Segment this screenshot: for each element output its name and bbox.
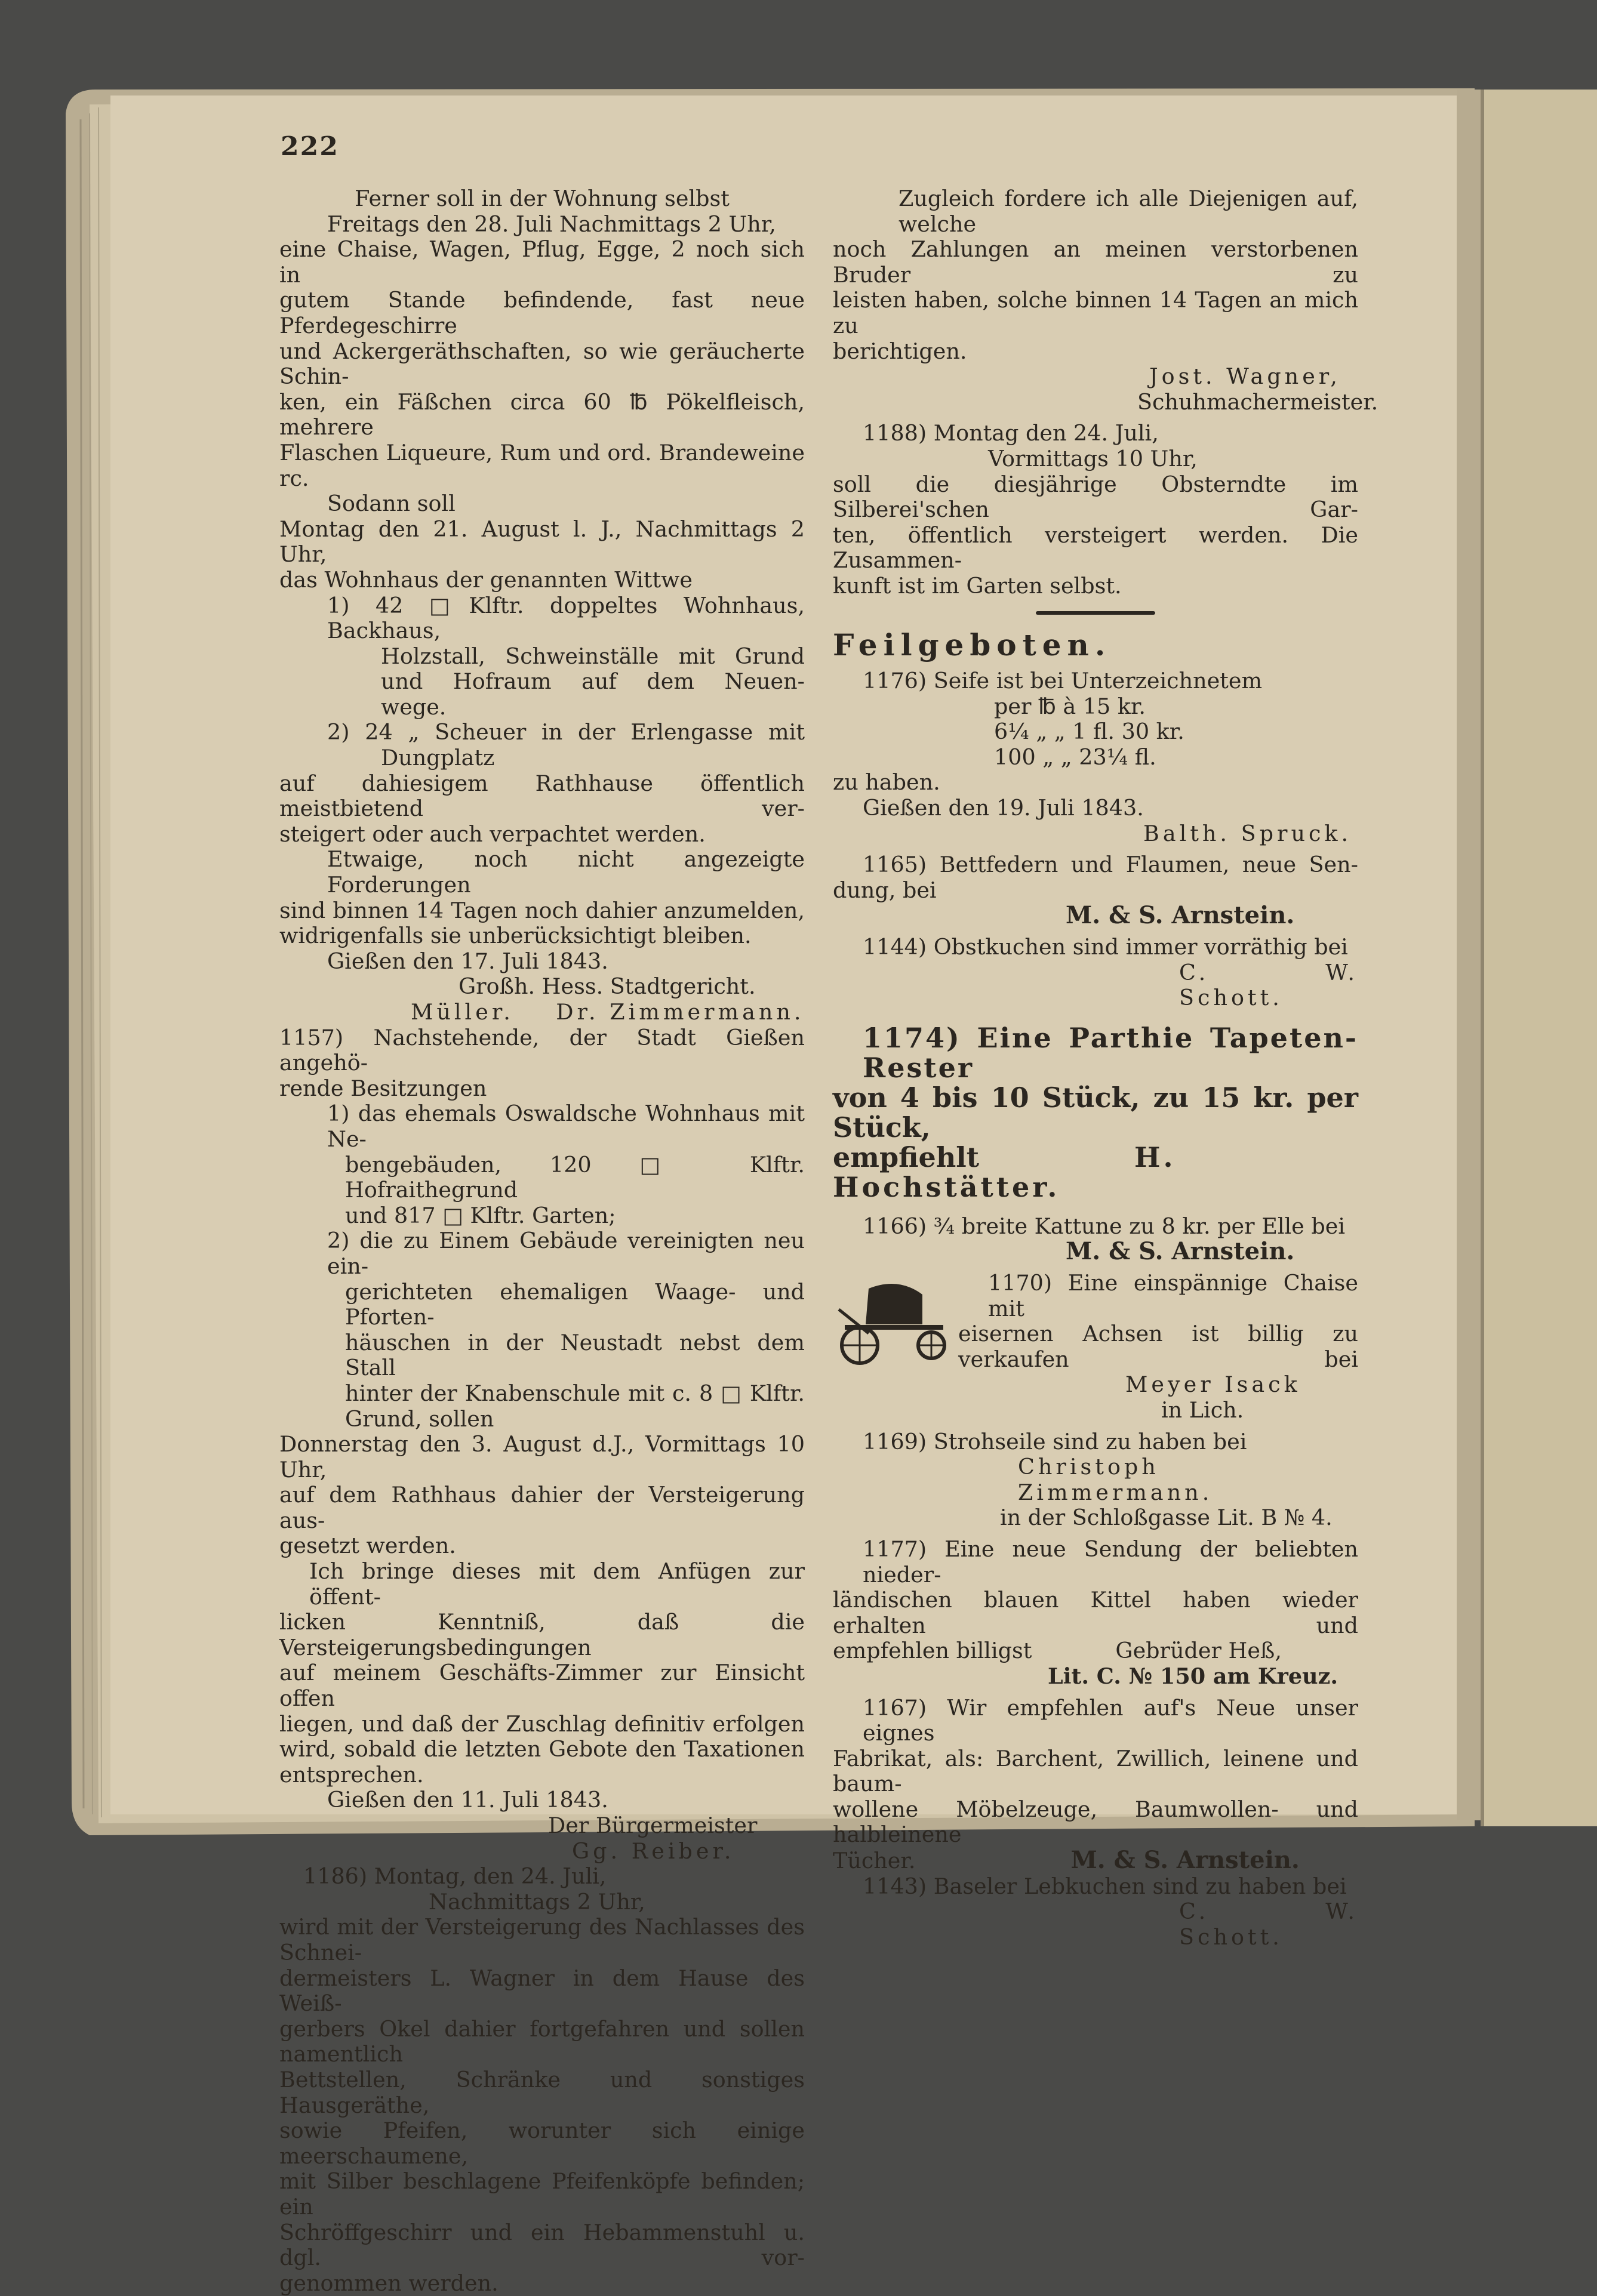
text-line: entsprechen. xyxy=(279,1761,424,1788)
signature-wagner: Jost. Wagner, xyxy=(1149,363,1341,390)
text-empfehlen: empfehlen billigst xyxy=(833,1638,1032,1664)
signature-zimmermann-christoph: Christoph Zimmermann. xyxy=(1018,1454,1213,1505)
dateline: Gießen den 11. Juli 1843. xyxy=(327,1787,608,1813)
text-line: dung, bei xyxy=(833,877,937,903)
text-line: per ℔ à 15 kr. xyxy=(994,693,1146,719)
text-line: in der Schloßgasse Lit. B № 4. xyxy=(1000,1505,1333,1531)
text-line: eisernen Achsen ist billig zu verkaufen bei xyxy=(958,1321,1358,1372)
text-line: 1) 42 □Klftr. doppeltes Wohnhaus, Backhaus, xyxy=(327,592,805,644)
text-line: Fabrikat, als: Barchent, Zwillich, leinene und baum- xyxy=(833,1745,1358,1797)
text-line: wege. xyxy=(381,694,447,720)
ad-1143-header: 1143) Baseler Lebkuchen sind zu haben bei xyxy=(863,1873,1347,1899)
text-line: licken Kenntniß, daß die Versteigerungsbedingungen xyxy=(279,1609,805,1660)
text-line: rende Besitzungen xyxy=(279,1075,487,1101)
text-line: ländischen blauen Kittel haben wieder erhalten und xyxy=(833,1587,1358,1638)
text-line: Freitags den 28. Juli Nachmittags 2 Uhr, xyxy=(327,211,776,237)
left-column xyxy=(279,186,805,2296)
text-line: 2) die zu Einem Gebäude vereinigten neu ein- xyxy=(327,1228,805,1279)
text-line: Lit. C. № 150 am Kreuz. xyxy=(1048,1663,1338,1689)
dateline: Gießen den 19. Juli 1843. xyxy=(863,795,1144,821)
text-line: Sodann soll xyxy=(327,491,456,517)
text-line: steigert oder auch verpachtet werden. xyxy=(279,821,706,847)
section-divider xyxy=(1036,611,1155,615)
ad-1144-header: 1144) Obstkuchen sind immer vorräthig bei xyxy=(863,934,1348,960)
signature-zimmermann: Dr. Zimmermann. xyxy=(556,999,805,1025)
text-line xyxy=(833,1142,1358,1202)
signature-spruck: Balth. Spruck. xyxy=(1143,820,1352,846)
text-line: genommen werden. xyxy=(279,2270,499,2296)
empfiehlt-text: empfiehlt xyxy=(833,1141,979,1173)
signature-isack: Meyer Isack xyxy=(1125,1372,1301,1398)
text-line: Donnerstag den 3. August d.J., Vormittags 10 Uhr, xyxy=(279,1431,805,1483)
signature-gebrueder-hess: Gebrüder Heß, xyxy=(1115,1638,1282,1664)
page-number: 222 xyxy=(281,131,339,162)
text-line: Grund, sollen xyxy=(345,1406,494,1432)
signature-reiber: Gg. Reiber. xyxy=(572,1838,735,1864)
text-line: gutem Stande befindende, fast neue Pferdegeschirre xyxy=(279,287,805,338)
text-line: mit Silber beschlagene Pfeifenköpfe befinden; ein xyxy=(279,2168,805,2220)
text-line: 1) das ehemals Oswaldsche Wohnhaus mit Ne- xyxy=(327,1101,805,1152)
text-line xyxy=(833,1848,1358,1874)
text-line: auf dem Rathhaus dahier der Versteigerung aus- xyxy=(279,1482,805,1533)
text-line: und Hofraum auf dem Neuen- xyxy=(381,668,805,695)
text-line: wollene Möbelzeuge, Baumwollen- und halbleinene xyxy=(833,1796,1358,1848)
text-line: auf dahiesigem Rathhause öffentlich meistbietend ver- xyxy=(279,770,805,822)
text-line: wird mit der Versteigerung des Nachlasses des Schnei- xyxy=(279,1914,805,1965)
text-line: 2) 24 „ Scheuer in der Erlengasse mit xyxy=(327,719,805,745)
text-line: Montag den 21. August l. J., Nachmittags 2 Uhr, xyxy=(279,516,805,568)
ad-1188-header: 1188) Montag den 24. Juli, xyxy=(863,420,1159,446)
text-line: auf meinem Geschäfts-Zimmer zur Einsicht offen xyxy=(279,1660,805,1712)
text-line: leisten haben, solche binnen 14 Tagen an mich zu xyxy=(833,287,1358,338)
text-line xyxy=(833,1638,1358,1664)
text-line: liegen, und daß der Zuschlag definitiv erfolgen xyxy=(279,1711,805,1737)
ad-1166-header: 1166) ¾ breite Kattune zu 8 kr. per Elle bei xyxy=(863,1213,1346,1239)
text-line: sowie Pfeifen, worunter sich einige meerschaumene, xyxy=(279,2118,805,2169)
text-line: gerichteten ehemaligen Waage- und Pforten- xyxy=(345,1278,805,1330)
text-line: Etwaige, noch nicht angezeigte Forderungen xyxy=(327,846,805,898)
text-line: das Wohnhaus der genannten Wittwe xyxy=(279,566,693,593)
text-line: 6¼ „ „ 1 fl. 30 kr. xyxy=(994,719,1184,745)
ad-1174-header: 1174) Eine Parthie Tapeten-Rester xyxy=(863,1021,1358,1084)
text-line: 100 „ „ 23¼ fl. xyxy=(994,744,1156,770)
signature-mueller: Müller. xyxy=(411,999,514,1025)
text-line: Nachmittags 2 Uhr, xyxy=(429,1888,645,1915)
text-line: häuschen in der Neustadt nebst dem Stall xyxy=(345,1329,805,1381)
text-line: Ich bringe dieses mit dem Anfügen zur öffent- xyxy=(309,1558,805,1610)
signature-line xyxy=(279,1000,805,1025)
text-line: und Ackergeräthschaften, so wie geräucherte Schin- xyxy=(279,338,805,390)
text-line: Dungplatz xyxy=(381,745,495,771)
signature-arnstein: M. & S. Arnstein. xyxy=(1066,901,1295,930)
ad-1169-header: 1169) Strohseile sind zu haben bei xyxy=(863,1428,1247,1454)
text-tuecher: Tücher. xyxy=(833,1848,916,1874)
carriage-illustration-icon xyxy=(833,1277,952,1366)
signature-hochstaetter: H. Hochstätter. xyxy=(833,1141,1176,1203)
text-line: kunft ist im Garten selbst. xyxy=(833,572,1122,599)
right-column xyxy=(833,186,1378,1950)
ad-1170-block xyxy=(833,1271,1358,1423)
text-line: Zugleich fordere ich alle Diejenigen auf, welche xyxy=(898,186,1358,237)
text-line: sind binnen 14 Tagen noch dahier anzumelden, xyxy=(279,897,805,923)
text-line: ten, öffentlich versteigert werden. Die Zusammen- xyxy=(833,522,1358,574)
section-heading-feilgeboten: Feilgeboten. xyxy=(833,627,1112,662)
text-line: noch Zahlungen an meinen verstorbenen Bruder zu xyxy=(833,236,1358,288)
text-line: hinter der Knabenschule mit c. 8 □ Klftr. xyxy=(345,1380,805,1406)
text-line: dermeisters L. Wagner in dem Hause des Weiß- xyxy=(279,1965,805,2017)
authority-line: Der Bürgermeister xyxy=(548,1813,758,1838)
text-line: Vormittags 10 Uhr, xyxy=(988,445,1198,471)
text-line: und 817 □ Klftr. Garten; xyxy=(345,1202,616,1228)
text-line: Holzstall, Schweinställe mit Grund xyxy=(381,643,805,669)
text-line: von 4 bis 10 Stück, zu 15 kr. per Stück, xyxy=(833,1081,1358,1144)
text-line: soll die diesjährige Obsterndte im Silberei'schen Gar- xyxy=(833,471,1358,523)
text-line: Schuhmachermeister. xyxy=(1137,389,1378,415)
ad-1157-header: 1157) Nachstehende, der Stadt Gießen angehö- xyxy=(279,1024,805,1076)
text-line: wird, sobald die letzten Gebote den Taxationen xyxy=(279,1736,805,1762)
signature-schott: C. W. Schott. xyxy=(1179,959,1358,1011)
ad-1170-header: 1170) Eine einspännige Chaise mit xyxy=(988,1270,1358,1321)
ad-1186-header: 1186) Montag, den 24. Juli, xyxy=(303,1863,607,1890)
text-line: Bettstellen, Schränke und sonstiges Hausgeräthe, xyxy=(279,2066,805,2118)
authority-line: Großh. Hess. Stadtgericht. xyxy=(459,973,756,1000)
signature-arnstein: M. & S. Arnstein. xyxy=(1070,1846,1300,1875)
text-line: Flaschen Liqueure, Rum und ord. Brandeweine rc. xyxy=(279,439,805,491)
text-line: in Lich. xyxy=(1161,1397,1244,1423)
text-line: gerbers Okel dahier fortgefahren und sollen namentlich xyxy=(279,2015,805,2067)
ad-1167-header: 1167) Wir empfehlen auf's Neue unser eignes xyxy=(863,1694,1358,1746)
signature-arnstein: M. & S. Arnstein. xyxy=(1066,1237,1295,1266)
ad-1165-header: 1165) Bettfedern und Flaumen, neue Sen- xyxy=(863,852,1358,878)
ad-1177-header: 1177) Eine neue Sendung der beliebten nieder- xyxy=(863,1536,1358,1588)
text-line: zu haben. xyxy=(833,769,940,796)
text-line: bengebäuden, 120 □ Klftr. Hofraithegrund xyxy=(345,1151,805,1203)
text-line: Schröffgeschirr und ein Hebammenstuhl u. dgl. vor- xyxy=(279,2219,805,2271)
signature-schott: C. W. Schott. xyxy=(1179,1899,1358,1950)
text-line: berichtigen. xyxy=(833,338,967,364)
ad-1176-header: 1176) Seife ist bei Unterzeichnetem xyxy=(863,668,1263,694)
text-line: gesetzt werden. xyxy=(279,1533,456,1559)
dateline: Gießen den 17. Juli 1843. xyxy=(327,948,608,974)
text-line: widrigenfalls sie unberücksichtigt bleiben. xyxy=(279,923,752,949)
text-line: eine Chaise, Wagen, Pflug, Egge, 2 noch sich in xyxy=(279,236,805,288)
text-line: Ferner soll in der Wohnung selbst xyxy=(355,186,730,211)
text-line: ken, ein Fäßchen circa 60 ℔ Pökelfleisch, mehrere xyxy=(279,389,805,440)
